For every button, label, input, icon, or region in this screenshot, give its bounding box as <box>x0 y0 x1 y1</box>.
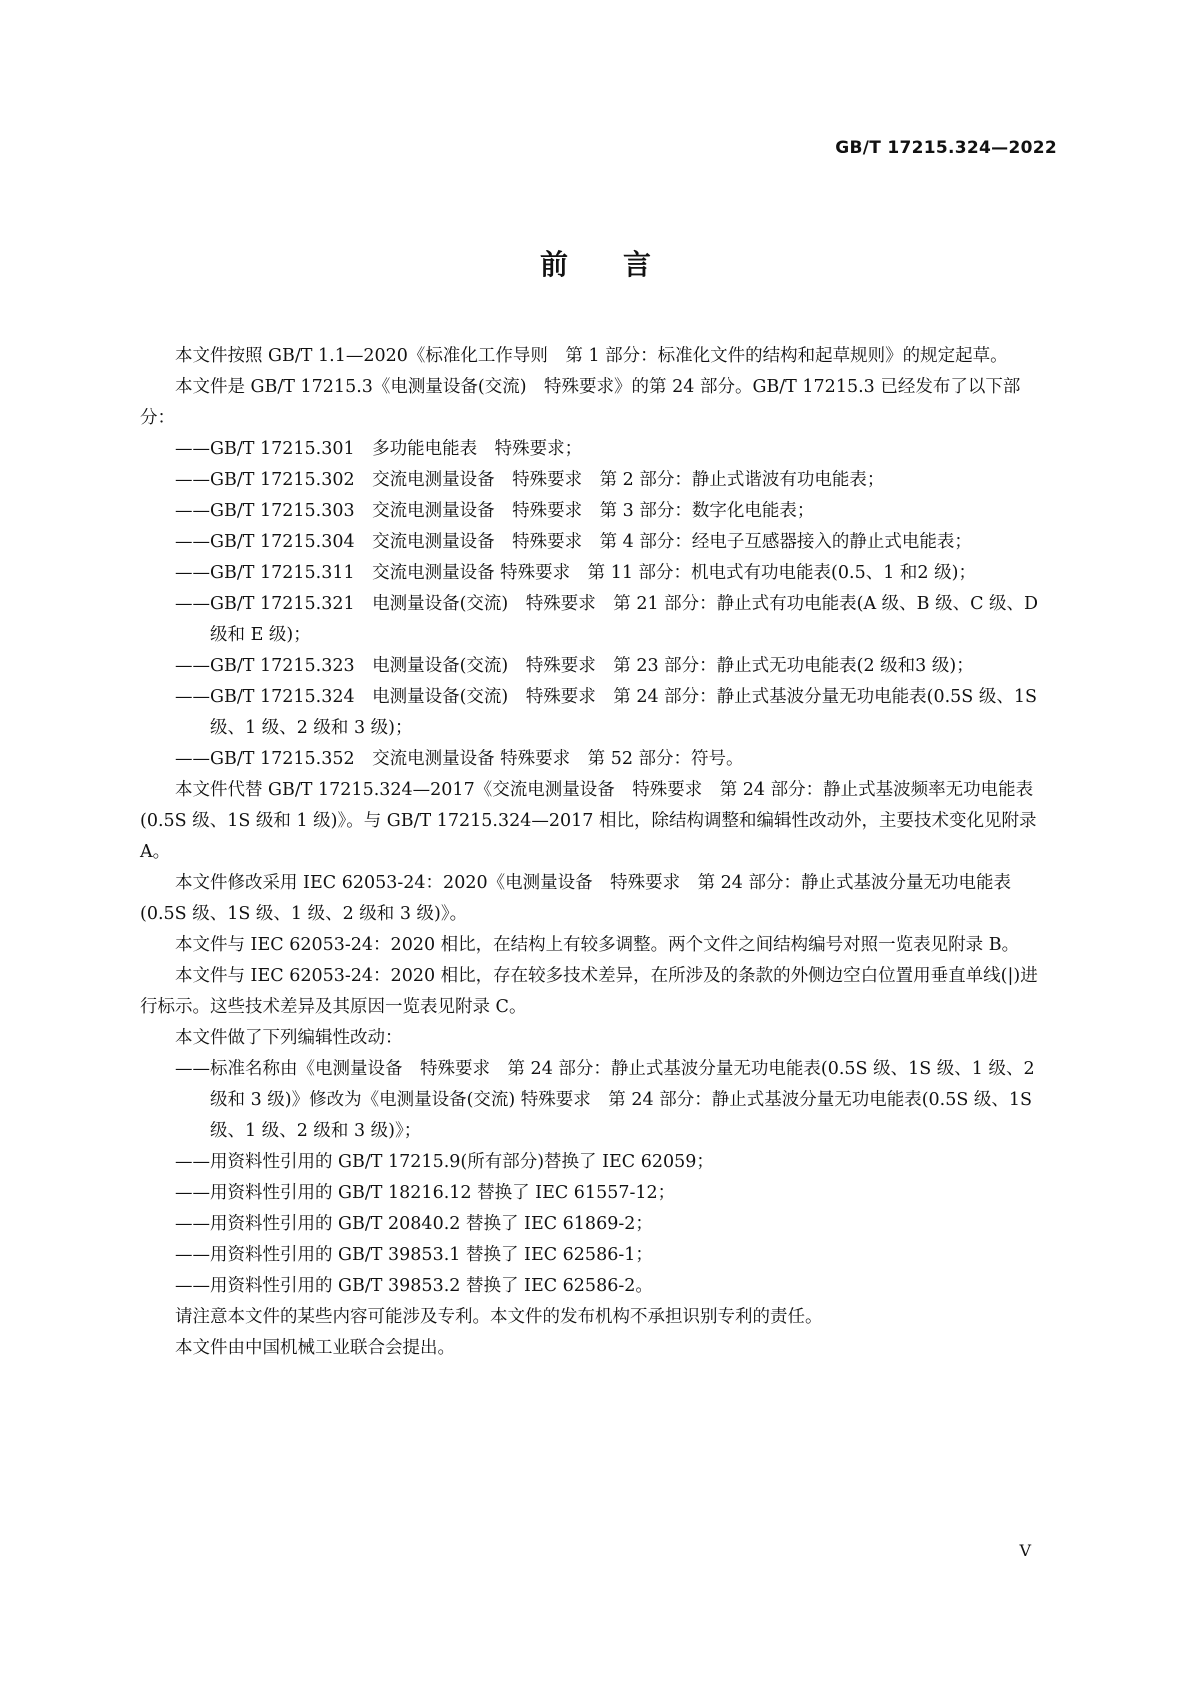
paragraph: 本文件按照 GB/T 1.1—2020《标准化工作导则 第 1 部分：标准化文件的结构和起草规则》的规定起草。 <box>175 346 1008 366</box>
list-item: ——标准名称由《电测量设备 特殊要求 第 24 部分：静止式基波分量无功电能表(0.5S 级、1S 级、1 级、2 级和 3 级)》修改为《电测量设备(交流) 特殊要求 第 24 部分：静止式基波分量无功电能表(0.5S 级、1S 级、1 级、2 级和 3 级)》； <box>175 1059 1035 1141</box>
paragraph: 本文件由中国机械工业联合会提出。 <box>175 1338 455 1358</box>
list-item: ——用资料性引用的 GB/T 39853.1 替换了 IEC 62586-1； <box>175 1245 653 1265</box>
list-item: ——用资料性引用的 GB/T 39853.2 替换了 IEC 62586-2。 <box>175 1276 653 1296</box>
list-item: ——GB/T 17215.311 交流电测量设备 特殊要求 第 11 部分：机电式有功电能表(0.5、1 和2 级)； <box>175 563 976 583</box>
list-item: ——GB/T 17215.302 交流电测量设备 特殊要求 第 2 部分：静止式谐波有功电能表； <box>175 470 885 490</box>
list-item: ——用资料性引用的 GB/T 17215.9(所有部分)替换了 IEC 62059； <box>175 1152 714 1172</box>
page-title: 前言 <box>539 248 706 281</box>
document-body <box>140 341 1055 1364</box>
list-item: ——用资料性引用的 GB/T 18216.12 替换了 IEC 61557-12； <box>175 1183 676 1203</box>
paragraph: 本文件与 IEC 62053-24：2020 相比，存在较多技术差异，在所涉及的条款的外侧边空白位置用垂直单线(|)进行标示。这些技术差异及其原因一览表见附录 C。 <box>140 966 1038 1017</box>
list-item: ——GB/T 17215.321 电测量设备(交流) 特殊要求 第 21 部分：静止式有功电能表(A 级、B 级、C 级、D 级和 E 级)； <box>175 594 1039 645</box>
list-item: ——GB/T 17215.301 多功能电能表 特殊要求； <box>175 439 583 459</box>
standard-number: GB/T 17215.324—2022 <box>835 138 1057 158</box>
paragraph: 本文件是 GB/T 17215.3《电测量设备(交流) 特殊要求》的第 24 部分。GB/T 17215.3 已经发布了以下部分： <box>140 377 1021 428</box>
list-item: ——GB/T 17215.304 交流电测量设备 特殊要求 第 4 部分：经电子互感器接入的静止式电能表； <box>175 532 972 552</box>
paragraph: 本文件与 IEC 62053-24：2020 相比，在结构上有较多调整。两个文件之间结构编号对照一览表见附录 B。 <box>175 935 1020 955</box>
list-item: ——GB/T 17215.324 电测量设备(交流) 特殊要求 第 24 部分：静止式基波分量无功电能表(0.5S 级、1S 级、1 级、2 级和 3 级)； <box>175 687 1037 738</box>
paragraph: 本文件做了下列编辑性改动： <box>175 1028 403 1048</box>
paragraph: 本文件修改采用 IEC 62053-24：2020《电测量设备 特殊要求 第 24 部分：静止式基波分量无功电能表(0.5S 级、1S 级、1 级、2 级和 3 级)》。 <box>140 873 1011 924</box>
paragraph: 本文件代替 GB/T 17215.324—2017《交流电测量设备 特殊要求 第 24 部分：静止式基波频率无功电能表(0.5S 级、1S 级和 1 级)》。与 GB/T 17215.324—2017 相比，除结构调整和编辑性改动外，主要技术变化见附录 A。 <box>140 780 1037 862</box>
list-item: ——用资料性引用的 GB/T 20840.2 替换了 IEC 61869-2； <box>175 1214 653 1234</box>
page-number: V <box>1019 1541 1031 1560</box>
list-item: ——GB/T 17215.323 电测量设备(交流) 特殊要求 第 23 部分：静止式无功电能表(2 级和3 级)； <box>175 656 974 676</box>
list-item: ——GB/T 17215.303 交流电测量设备 特殊要求 第 3 部分：数字化电能表； <box>175 501 815 521</box>
editorial-changes-list <box>140 1054 1055 1302</box>
list-item: ——GB/T 17215.352 交流电测量设备 特殊要求 第 52 部分：符号。 <box>175 749 744 769</box>
published-parts-list <box>140 434 1055 775</box>
paragraph: 请注意本文件的某些内容可能涉及专利。本文件的发布机构不承担识别专利的责任。 <box>175 1307 823 1327</box>
